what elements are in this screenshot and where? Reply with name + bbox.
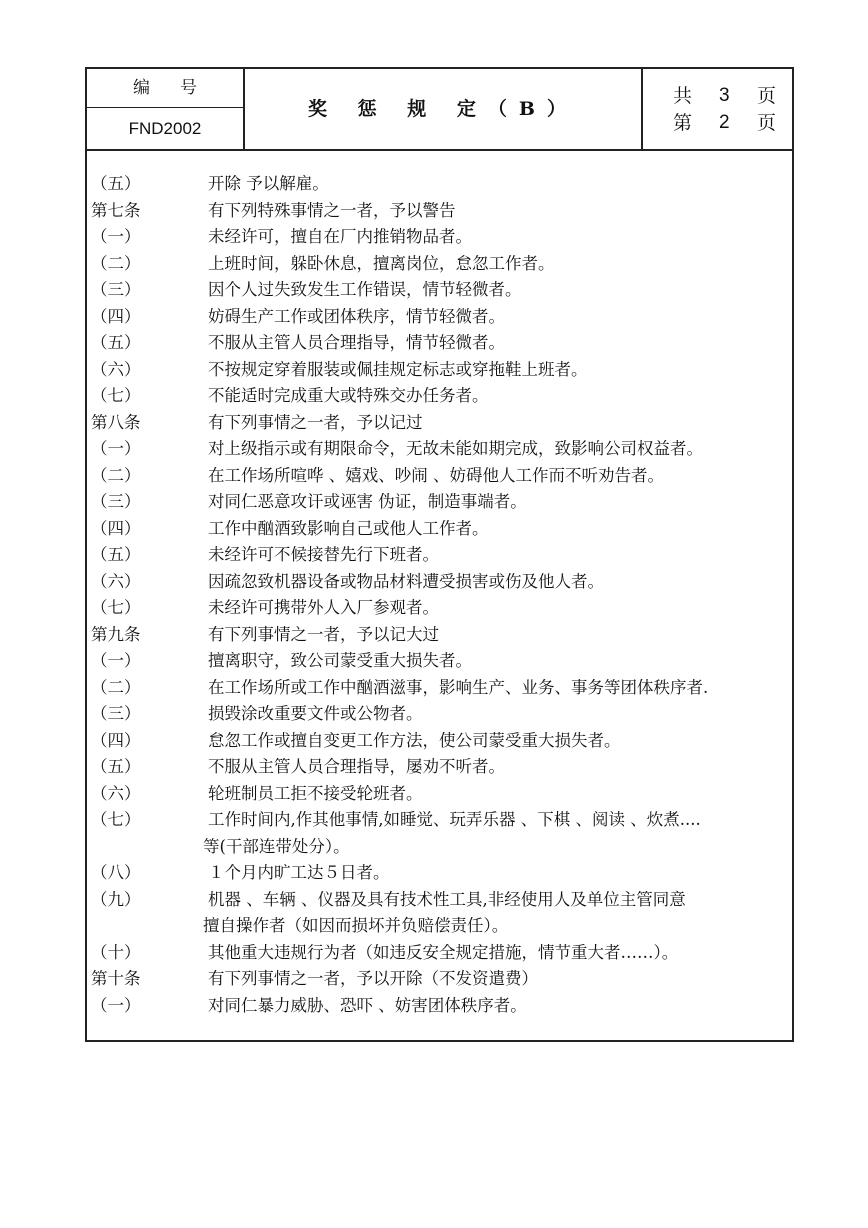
clause-line bbox=[87, 304, 792, 331]
clause-line bbox=[87, 595, 792, 622]
number-cell bbox=[87, 69, 245, 149]
clause-label: （一） bbox=[91, 439, 141, 458]
clause-text: 怠忽工作或擅自变更工作方法，使公司蒙受重大损失者。 bbox=[208, 730, 621, 750]
clause-label: （四） bbox=[91, 730, 141, 750]
clause-line bbox=[87, 383, 792, 410]
clause-line bbox=[87, 198, 792, 225]
clause-line bbox=[87, 330, 792, 357]
clause-text: 对同仁暴力威胁、恐吓 、妨害团体秩序者。 bbox=[208, 995, 527, 1015]
clause-line bbox=[87, 807, 792, 834]
clause-text: １个月内旷工达５日者。 bbox=[208, 863, 390, 882]
clause-text: 未经许可携带外人入厂参观者。 bbox=[208, 598, 439, 617]
current-prefix: 第 bbox=[673, 112, 693, 134]
clause-line bbox=[87, 224, 792, 251]
clause-line bbox=[87, 754, 792, 781]
page-info-cell bbox=[643, 69, 792, 149]
clause-line bbox=[87, 489, 792, 516]
total-pages-row bbox=[643, 83, 792, 109]
clause-label: （十） bbox=[91, 942, 141, 962]
total-pages: 3 bbox=[719, 85, 730, 106]
clause-line bbox=[87, 171, 792, 198]
clause-label: （一） bbox=[91, 651, 141, 670]
clause-line bbox=[87, 357, 792, 384]
clause-text: 因个人过失致发生工作错误，情节轻微者。 bbox=[208, 280, 522, 299]
clause-text: 未经许可，擅自在厂内推销物品者。 bbox=[208, 227, 472, 246]
page-unit-1: 页 bbox=[757, 85, 777, 107]
clause-line bbox=[87, 542, 792, 569]
clause-line bbox=[87, 251, 792, 278]
clause-line bbox=[87, 940, 792, 967]
clause-line bbox=[87, 516, 792, 543]
number-value: FND2002 bbox=[128, 119, 202, 138]
total-prefix: 共 bbox=[673, 85, 693, 107]
clause-label: （三） bbox=[91, 704, 141, 723]
clause-line bbox=[87, 860, 792, 887]
clause-label: （三） bbox=[91, 280, 141, 299]
clause-text: 工作中酗酒致影响自己或他人工作者。 bbox=[208, 518, 489, 538]
clause-line bbox=[87, 993, 792, 1020]
clause-text: 上班时间，躲卧休息，擅离岗位，怠忽工作者。 bbox=[208, 253, 555, 273]
clause-label: （二） bbox=[91, 677, 141, 697]
clause-label: （四） bbox=[91, 518, 141, 538]
clause-text: 对同仁恶意攻讦或诬害 伪证，制造事端者。 bbox=[208, 492, 527, 511]
current-page: 2 bbox=[719, 112, 730, 133]
clause-label: （五） bbox=[91, 757, 141, 776]
clause-line bbox=[87, 834, 792, 861]
clause-text: 因疏忽致机器设备或物品材料遭受损害或伤及他人者。 bbox=[208, 571, 604, 591]
clause-label: （七） bbox=[91, 598, 141, 617]
clause-text: 损毁涂改重要文件或公物者。 bbox=[208, 704, 423, 723]
clause-line bbox=[87, 966, 792, 993]
clause-line bbox=[87, 648, 792, 675]
clause-label: 第七条 bbox=[91, 200, 141, 220]
clause-text: 有下列事情之一者，予以记大过 bbox=[208, 624, 439, 644]
clause-text: 不按规定穿着服装或佩挂规定标志或穿拖鞋上班者。 bbox=[208, 359, 588, 379]
clause-line bbox=[87, 410, 792, 437]
current-page-row bbox=[643, 110, 792, 136]
clause-label: （七） bbox=[91, 810, 141, 829]
clause-text: 有下列事情之一者，予以记过 bbox=[208, 412, 423, 432]
clause-label: （四） bbox=[91, 306, 141, 326]
clause-line bbox=[87, 701, 792, 728]
page-unit-2: 页 bbox=[757, 112, 777, 134]
clause-text: 不服从主管人员合理指导，屡劝不听者。 bbox=[208, 757, 505, 776]
clause-label: 第八条 bbox=[91, 412, 141, 432]
clause-text: 妨碍生产工作或团体秩序，情节轻微者。 bbox=[208, 306, 505, 326]
document-header bbox=[87, 69, 792, 151]
clause-text: 工作时间内,作其他事情,如睡觉、玩弄乐器 、下棋 、阅读 、炊煮.... bbox=[208, 810, 701, 829]
clause-text: 擅自操作者（如因而损坏并负赔偿责任）。 bbox=[203, 916, 509, 935]
clause-label: （二） bbox=[91, 465, 141, 485]
clause-text: 有下列特殊事情之一者，予以警告 bbox=[208, 200, 456, 220]
clause-text: 其他重大违规行为者（如违反安全规定措施，情节重大者……）。 bbox=[208, 942, 679, 962]
clause-label: （八） bbox=[91, 863, 141, 882]
clause-label: 第十条 bbox=[91, 969, 141, 988]
clause-text: 未经许可不候接替先行下班者。 bbox=[208, 545, 439, 564]
clause-line bbox=[87, 913, 792, 940]
clause-label: （一） bbox=[91, 995, 141, 1015]
clause-text: 有下列事情之一者，予以开除（不发资遣费） bbox=[208, 969, 538, 988]
clause-label: （六） bbox=[91, 571, 141, 591]
clause-line bbox=[87, 569, 792, 596]
clause-label: （六） bbox=[91, 783, 141, 803]
clause-text: 开除 予以解雇。 bbox=[208, 174, 329, 193]
clause-line bbox=[87, 675, 792, 702]
clause-line bbox=[87, 436, 792, 463]
clause-label: （五） bbox=[91, 545, 141, 564]
clause-text: 不能适时完成重大或特殊交办任务者。 bbox=[208, 386, 489, 405]
clause-label: （三） bbox=[91, 492, 141, 511]
clause-label: （二） bbox=[91, 253, 141, 273]
clause-line bbox=[87, 277, 792, 304]
clause-text: 轮班制员工拒不接受轮班者。 bbox=[208, 783, 423, 803]
clause-label: （一） bbox=[91, 227, 141, 246]
document-frame bbox=[85, 67, 794, 1042]
clause-label: （六） bbox=[91, 359, 141, 379]
clause-label: 第九条 bbox=[91, 624, 141, 644]
clause-line bbox=[87, 728, 792, 755]
clause-line bbox=[87, 622, 792, 649]
number-label: 编号 bbox=[87, 69, 243, 108]
clause-text: 擅离职守，致公司蒙受重大损失者。 bbox=[208, 651, 472, 670]
clause-text: 在工作场所喧哗 、嬉戏、吵闹 、妨碍他人工作而不听劝告者。 bbox=[208, 465, 664, 485]
clause-label: （五） bbox=[91, 174, 141, 193]
clause-text: 机器 、车辆 、仪器及具有技术性工具,非经使用人及单位主管同意 bbox=[208, 889, 686, 909]
clause-label: （九） bbox=[91, 889, 141, 909]
clause-label: （五） bbox=[91, 333, 141, 352]
clause-text: 等(干部连带处分）。 bbox=[203, 836, 350, 856]
clause-line bbox=[87, 887, 792, 914]
clause-line bbox=[87, 463, 792, 490]
clause-line bbox=[87, 781, 792, 808]
clause-text: 不服从主管人员合理指导，情节轻微者。 bbox=[208, 333, 505, 352]
document-title: 奖 惩 规 定（B） bbox=[245, 69, 643, 149]
clause-text: 在工作场所或工作中酗酒滋事，影响生产、业务、事务等团体秩序者. bbox=[208, 677, 709, 697]
clause-text: 对上级指示或有期限命令，无故未能如期完成，致影响公司权益者。 bbox=[208, 439, 703, 458]
clause-label: （七） bbox=[91, 386, 141, 405]
document-body bbox=[87, 171, 792, 1019]
